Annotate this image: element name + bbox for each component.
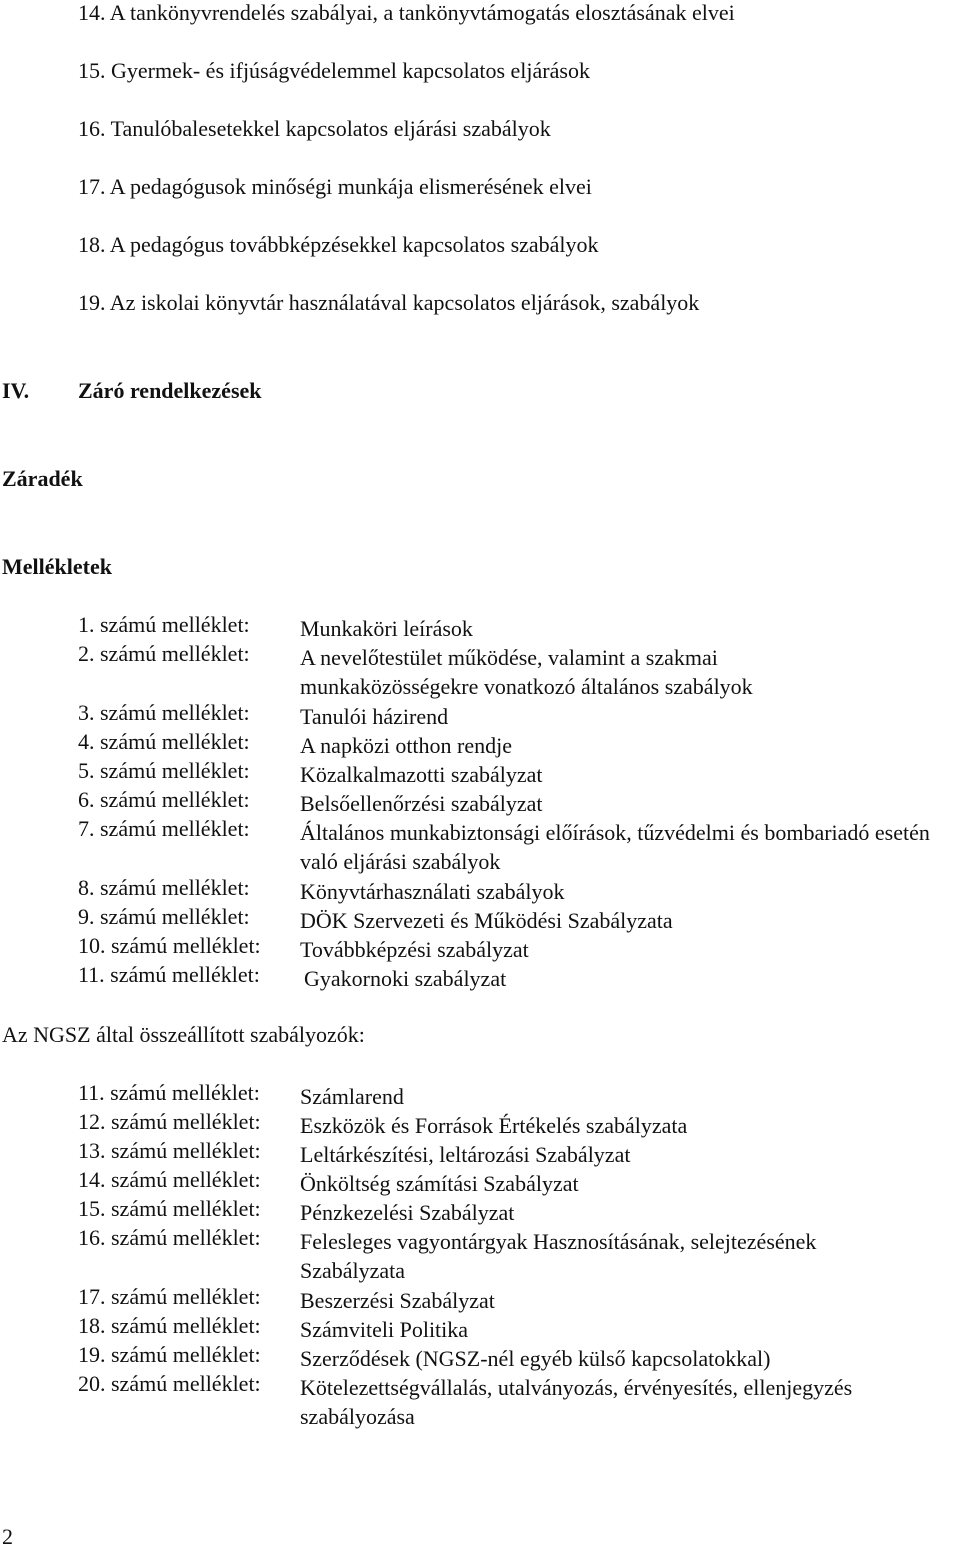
annex-label: 15. számú melléklet:	[78, 1196, 261, 1221]
annex-label: 14. számú melléklet:	[78, 1167, 261, 1192]
toc-item: 15. Gyermek- és ifjúságvédelemmel kapcsolatos eljárások	[78, 58, 590, 83]
ngsz-intro: Az NGSZ által összeállított szabályozók:	[2, 1022, 365, 1047]
annex-title: Beszerzési Szabályzat	[300, 1288, 495, 1313]
annex-title: Számviteli Politika	[300, 1317, 469, 1342]
zaradek-heading: Záradék	[2, 466, 83, 491]
annex-label: 8. számú melléklet:	[78, 875, 250, 900]
annex-label: 20. számú melléklet:	[78, 1371, 261, 1396]
annex-title: DÖK Szervezeti és Működési Szabályzata	[300, 908, 673, 933]
annex-label: 18. számú melléklet:	[78, 1313, 261, 1338]
annex-title: Szerződések (NGSZ-nél egyéb külső kapcsolatokkal)	[300, 1346, 771, 1371]
toc-item: 18. A pedagógus továbbképzésekkel kapcsolatos szabályok	[78, 232, 599, 257]
annex-title: Gyakornoki szabályzat	[304, 966, 507, 991]
toc-item: 19. Az iskolai könyvtár használatával kapcsolatos eljárások, szabályok	[78, 290, 700, 315]
annex-label: 13. számú melléklet:	[78, 1138, 261, 1163]
annex-label: 17. számú melléklet:	[78, 1284, 261, 1309]
annex-label: 2. számú melléklet:	[78, 641, 250, 666]
annex-label: 10. számú melléklet:	[78, 933, 261, 958]
annex-label: 19. számú melléklet:	[78, 1342, 261, 1367]
toc-item: 16. Tanulóbalesetekkel kapcsolatos eljárási szabályok	[78, 116, 551, 141]
annex-label: 7. számú melléklet:	[78, 816, 250, 841]
annex-label: 1. számú melléklet:	[78, 612, 250, 637]
annex-title: Tanulói házirend	[300, 704, 449, 729]
annex-label: 9. számú melléklet:	[78, 904, 250, 929]
annex-title: Munkaköri leírások	[300, 616, 473, 641]
mellekletek-heading: Mellékletek	[2, 554, 112, 579]
annex-title: Leltárkészítési, leltározási Szabályzat	[300, 1142, 631, 1167]
annex-label: 11. számú melléklet:	[78, 962, 260, 987]
annex-title: Közalkalmazotti szabályzat	[300, 762, 543, 787]
annex-label: 12. számú melléklet:	[78, 1109, 261, 1134]
annex-label: 6. számú melléklet:	[78, 787, 250, 812]
annex-label: 5. számú melléklet:	[78, 758, 250, 783]
section-numeral: IV.	[2, 378, 30, 403]
annex-label: 11. számú melléklet:	[78, 1080, 260, 1105]
annex-title: Belsőellenőrzési szabályzat	[300, 791, 543, 816]
toc-item: 14. A tankönyvrendelés szabályai, a tankönyvtámogatás elosztásának elvei	[78, 0, 735, 25]
annex-label: 16. számú melléklet:	[78, 1225, 261, 1250]
annex-title: A nevelőtestület működése, valamint a szakmai munkaközösségekre vonatkozó általános szabályok	[300, 645, 753, 699]
toc-item: 17. A pedagógusok minőségi munkája elismerésének elvei	[78, 174, 592, 199]
annex-title: Számlarend	[300, 1084, 404, 1109]
section-heading	[2, 380, 602, 406]
annex-title: A napközi otthon rendje	[300, 733, 513, 758]
page-number: 2	[2, 1524, 13, 1549]
annex-label: 3. számú melléklet:	[78, 700, 250, 725]
annex-title: Általános munkabiztonsági előírások, tűzvédelmi és bombariadó esetén való eljárási szabályok	[300, 820, 930, 874]
annex-title: Könyvtárhasználati szabályok	[300, 879, 565, 904]
annex-title: Továbbképzési szabályzat	[300, 937, 529, 962]
annex-title: Pénzkezelési Szabályzat	[300, 1200, 515, 1225]
annex-title: Önköltség számítási Szabályzat	[300, 1171, 579, 1196]
annex-title: Felesleges vagyontárgyak Hasznosításának, selejtezésének Szabályzata	[300, 1229, 817, 1283]
annex-title: Kötelezettségvállalás, utalványozás, érvényesítés, ellenjegyzés szabályozása	[300, 1375, 853, 1429]
section-title: Záró rendelkezések	[78, 378, 262, 403]
annex-label: 4. számú melléklet:	[78, 729, 250, 754]
annex-title: Eszközök és Források Értékelés szabályzata	[300, 1113, 688, 1138]
